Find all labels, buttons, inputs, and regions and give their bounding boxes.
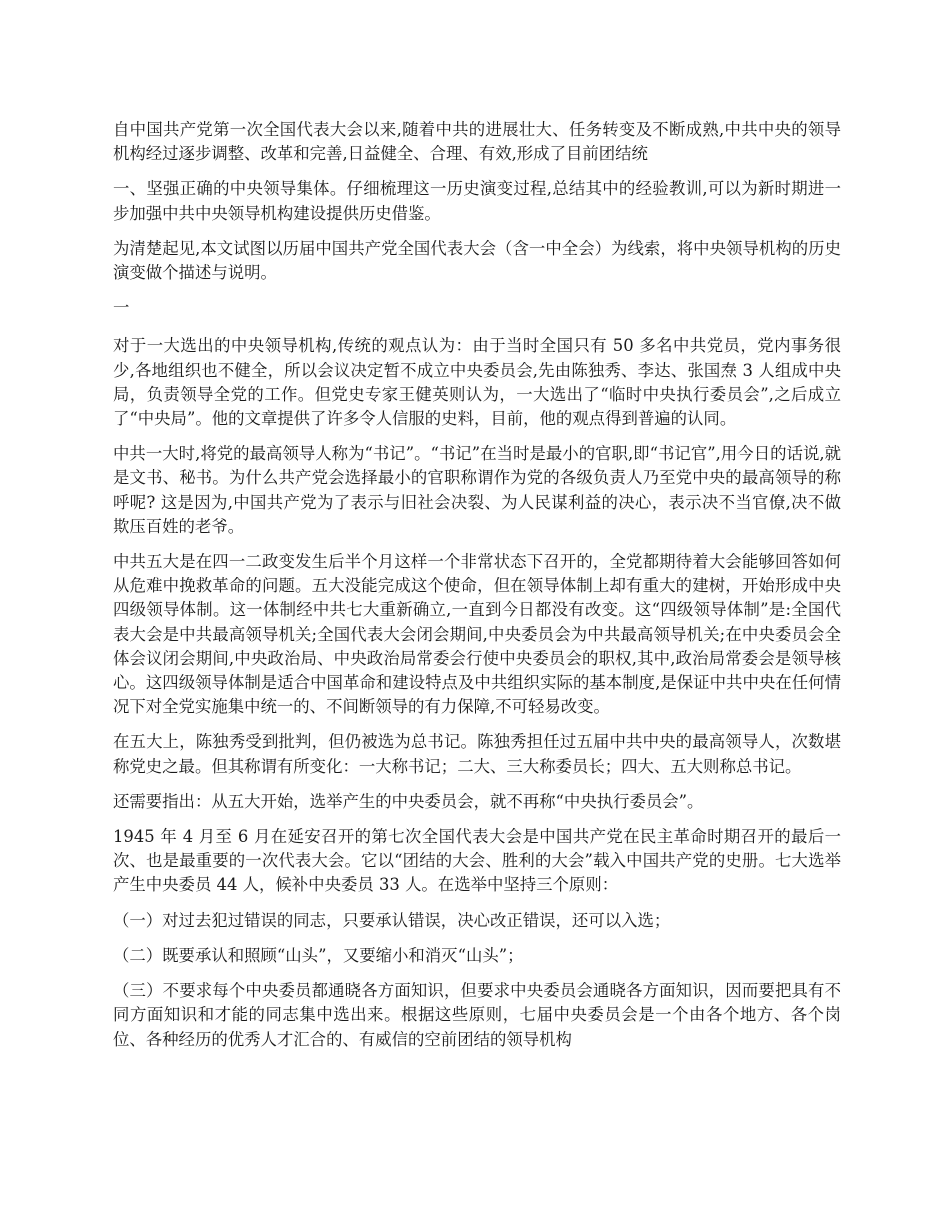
paragraph-fifth-congress: 中共五大是在四一二政变发生后半个月这样一个非常状态下召开的，全党都期待着大会能够回答如何从危难中挽救革命的问题。五大没能完成这个使命，但在领导体制上却有重大的建树，开始形成中央四级领导体制。这一体制经中共七大重新确立,一直到今日都没有改变。这“四级领导体制”是:全国代表大会是中共最高领导机关;全国代表大会闭会期间,中央委员会为中共最高领导机关;在中央委员会全体会议闭会期间,中央政治局、中央政治局常委会行使中央委员会的职权,其中,政治局常委会是领导核心。这四级领导体制是适合中国革命和建设特点及中共组织实际的基本制度,是保证中共中央在任何情况下对全党实施集中统一的、不间断领导的有力保障,不可轻易改变。 bbox=[113, 552, 841, 717]
paragraph-purpose: 一、坚强正确的中央领导集体。仔细梳理这一历史演变过程,总结其中的经验教训,可以为新时期进一步加强中共中央领导机构建设提供历史借鉴。 bbox=[113, 179, 841, 223]
paragraph-seventh-congress: 1945 年 4 月至 6 月在延安召开的第七次全国代表大会是中国共产党在民主革命时期召开的最后一次、也是最重要的一次代表大会。它以“团结的大会、胜利的大会”载入中国共产党的史册。七大选举产生中央委员 44 人，候补中央委员 33 人。在选举中坚持三个原则： bbox=[113, 827, 841, 895]
document-page bbox=[113, 118, 841, 1063]
paragraph-committee-name: 还需要指出：从五大开始，选举产生的中央委员会，就不再称“中央执行委员会”。 bbox=[113, 791, 704, 811]
principle-three: （三）不要求每个中央委员都通晓各方面知识，但要求中央委员会通晓各方面知识，因而要把具有不同方面知识和才能的同志集中选出来。根据这些原则，七届中央委员会是一个由各个地方、各个岗位、各种经历的优秀人才汇合的、有威信的空前团结的领导机构 bbox=[113, 981, 841, 1049]
paragraph-chen-duxiu: 在五大上，陈独秀受到批判，但仍被选为总书记。陈独秀担任过五届中共中央的最高领导人，次数堪称党史之最。但其称谓有所变化：一大称书记；二大、三大称委员长；四大、五大则称总书记。 bbox=[113, 732, 841, 776]
section-heading-one: 一 bbox=[113, 298, 130, 318]
principle-two: （二）既要承认和照顾“山头”，又要缩小和消灭“山头”； bbox=[113, 945, 524, 965]
paragraph-method: 为清楚起见,本文试图以历届中国共产党全国代表大会（含一中全会）为线索，将中央领导机构的历史演变做个描述与说明。 bbox=[113, 238, 841, 283]
paragraph-secretary-title: 中共一大时,将党的最高领导人称为“书记”。“书记”在当时是最小的官职,即“书记官”,用今日的话说,就是文书、秘书。为什么共产党会选择最小的官职称谓作为党的各级负责人乃至党中央的最高领导的称呼呢? 这是因为,中国共产党为了表示与旧社会决裂、为人民谋利益的决心，表示决不当官僚,决不做欺压百姓的老爷。 bbox=[113, 444, 841, 536]
paragraph-first-congress: 对于一大选出的中央领导机构,传统的观点认为：由于当时全国只有 50 多名中共党员，党内事务很少,各地组织也不健全，所以会议决定暂不成立中央委员会,先由陈独秀、李达、张国焘 3 人组成中央局，负责领导全党的工作。但党史专家王健英则认为，一大选出了“临时中央执行委员会”,之后成立了“中央局”。他的文章提供了许多令人信服的史料，目前，他的观点得到普遍的认同。 bbox=[113, 336, 841, 429]
principle-one: （一）对过去犯过错误的同志，只要承认错误，决心改正错误，还可以入选； bbox=[113, 910, 671, 930]
paragraph-intro: 自中国共产党第一次全国代表大会以来,随着中共的进展壮大、任务转变及不断成熟,中共中央的领导机构经过逐步调整、改革和完善,日益健全、合理、有效,形成了目前团结统 bbox=[113, 120, 841, 164]
